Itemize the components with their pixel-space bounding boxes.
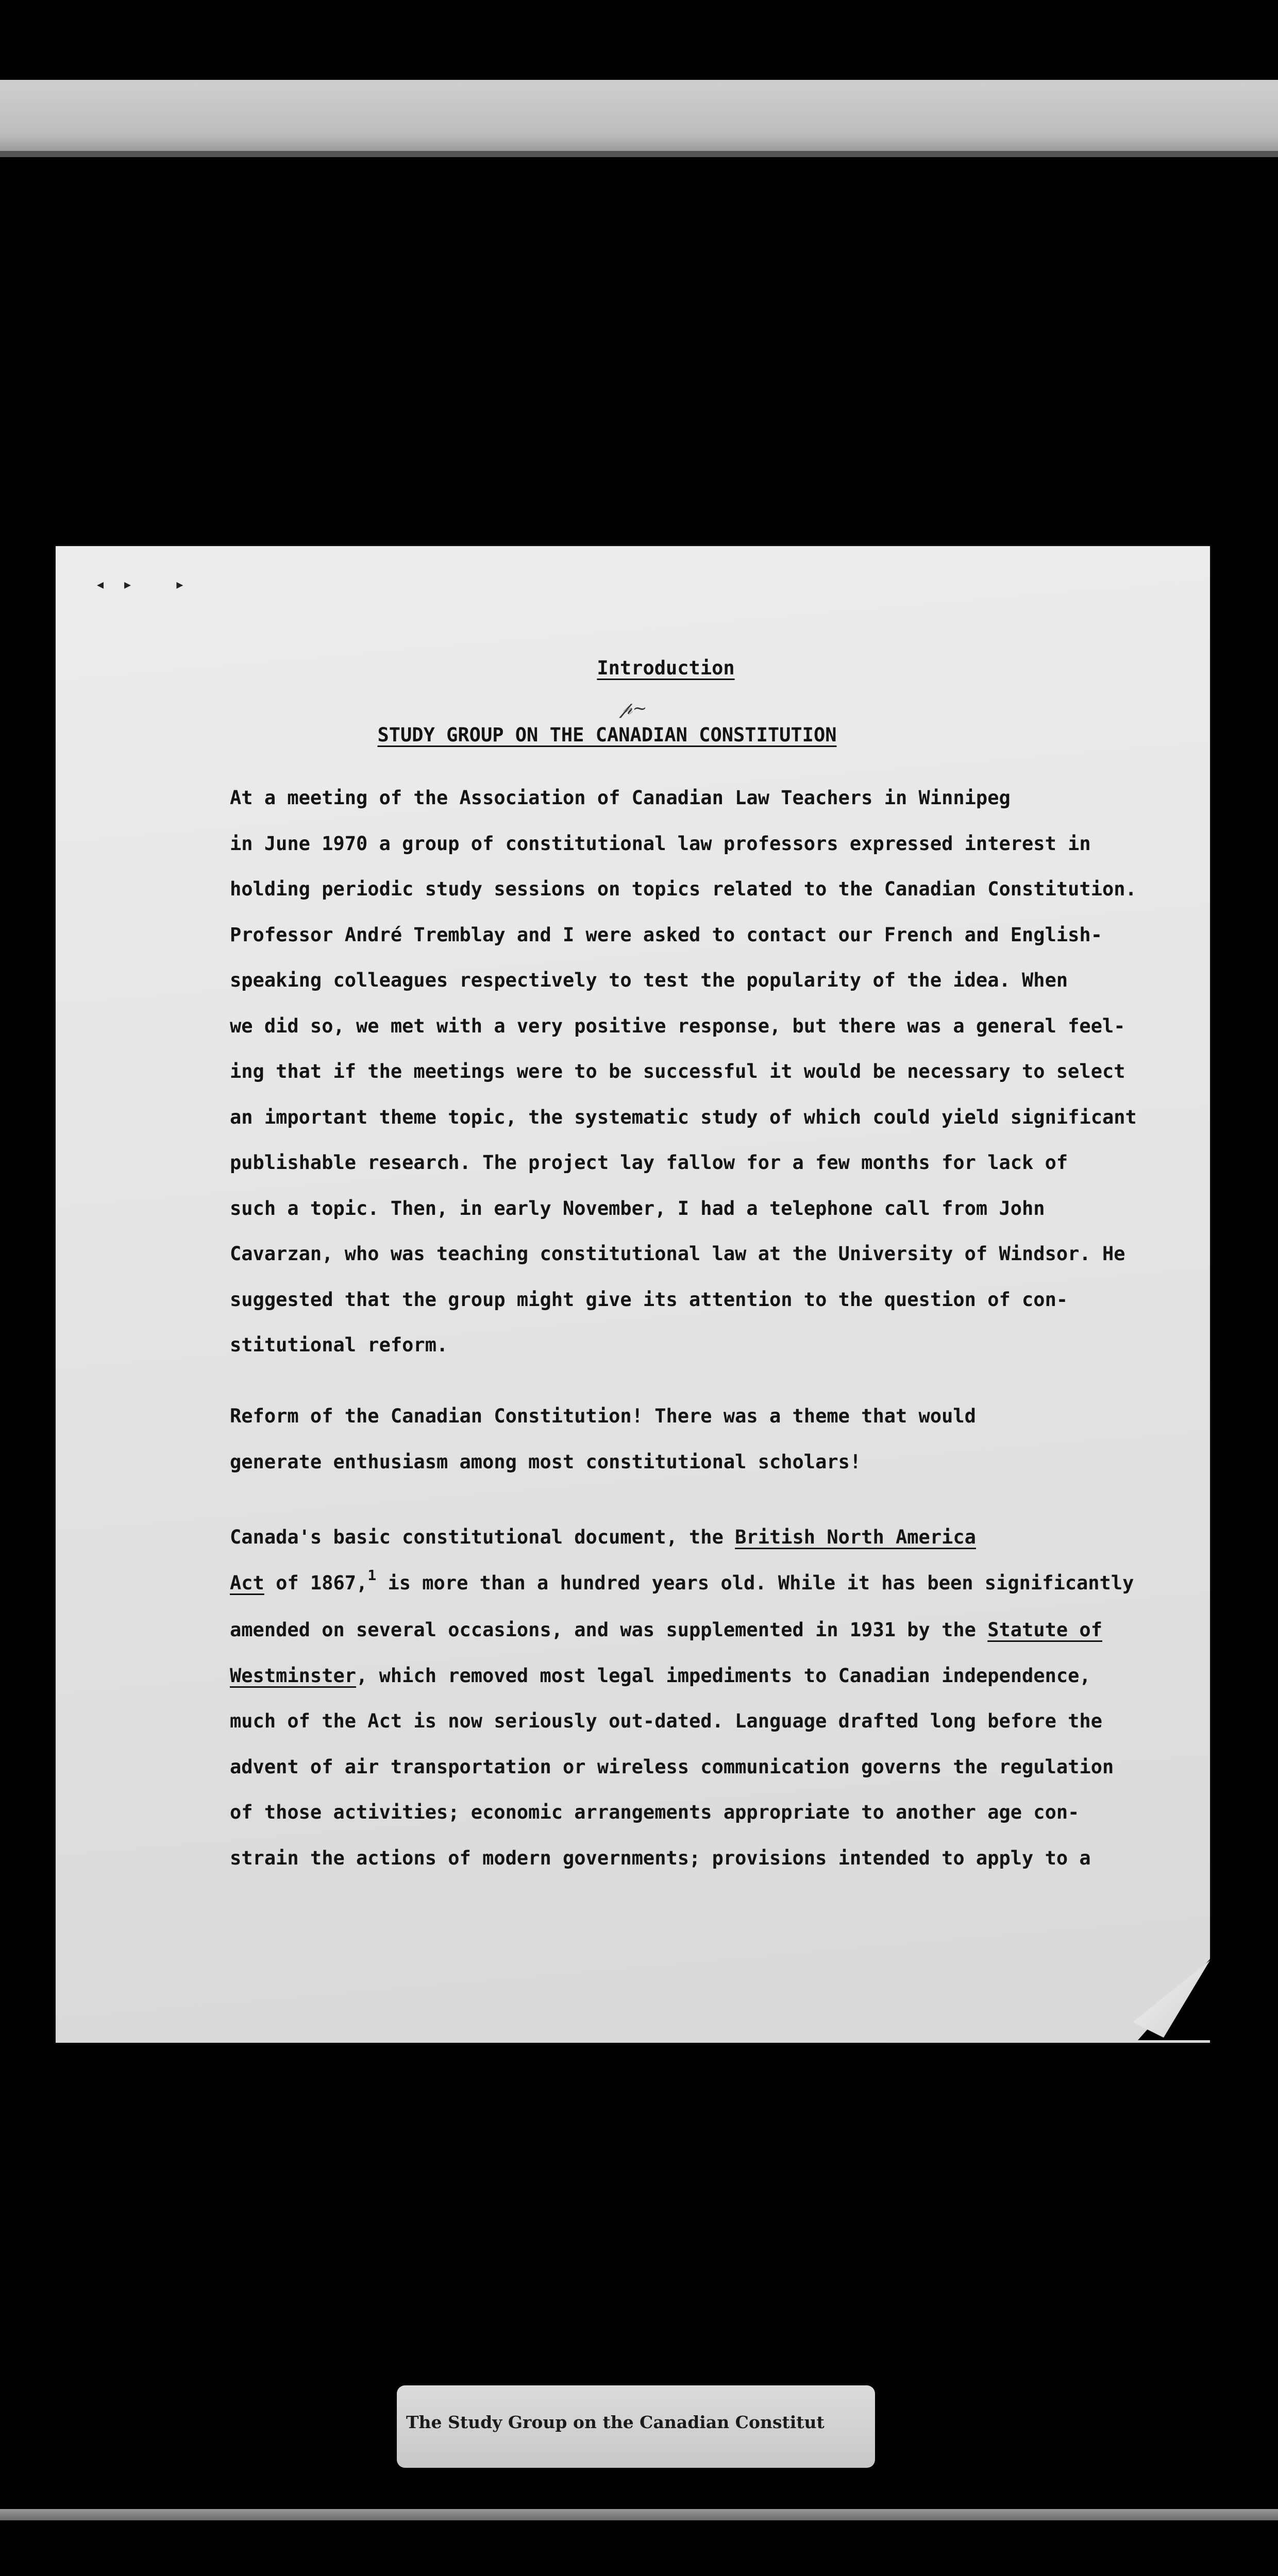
adjacent-frame-strip (0, 80, 1278, 157)
bna-act-title-part1: British North America (735, 1526, 976, 1548)
film-edge-strip (0, 2509, 1278, 2520)
film-label-text: The Study Group on the Canadian Constitut (406, 2412, 825, 2432)
statute-title-part2: Westminster (230, 1664, 357, 1687)
introduction-heading: Introduction (597, 657, 735, 679)
p3-after-bna: of 1867, (264, 1571, 368, 1594)
document-title: STUDY GROUP ON THE CANADIAN CONSTITUTION (377, 724, 837, 746)
paragraph-constitutional-document (230, 1515, 1204, 1881)
paragraph-reform-theme: Reform of the Canadian Constitution! There was a theme that would generate enthusiasm among most constitutional scholars! (230, 1405, 976, 1473)
statute-title-part1: Statute of (987, 1619, 1102, 1641)
document-page (56, 546, 1210, 2043)
bna-act-title-part2: Act (230, 1571, 264, 1594)
footnote-marker: 1 (367, 1566, 377, 1584)
film-label (397, 2385, 875, 2468)
p3-intro: Canada's basic constitutional document, the (230, 1526, 735, 1548)
handwritten-mark: 𝓅~ (620, 698, 647, 719)
p3-rest: , which removed most legal impediments to Canadian independence, much of the Act is now seriously out-dated. Language drafted long before the advent of air transportation or wireless communication governs the regulation of those activities; economic arrangements appropriate to another age con- strain the actions of modern governments; provisions intended to apply to a (230, 1664, 1114, 1869)
p3-line2-rest: is more than a hundred years old. While it has been significantly amended on several occasions, and was supplemented in 1931 by the (230, 1571, 1134, 1641)
paragraph-association-meeting: At a meeting of the Association of Canadian Law Teachers in Winnipeg in June 1970 a group of constitutional law professors expressed interest in holding periodic study sessions on topics related to the Canadian Constitution. Professor André Tremblay and I were asked to contact our French and English- speaking colleagues respectively to test the popularity of the idea. When we did so, we met with a very positive response, but there was a general feel- ing that if the meetings were to be successful it would be necessary to select an important theme topic, the systematic study of which could yield significant publishable research. The project lay fallow for a few months for lack of such a topic. Then, in early November, I had a telephone call from John Cavarzan, who was teaching constitutional law at the University of Windsor. He suggested that the group might give its attention to the question of con- stitutional reform. (230, 787, 1137, 1356)
page-corner-marks: ◂▸ ▸ (97, 577, 204, 592)
